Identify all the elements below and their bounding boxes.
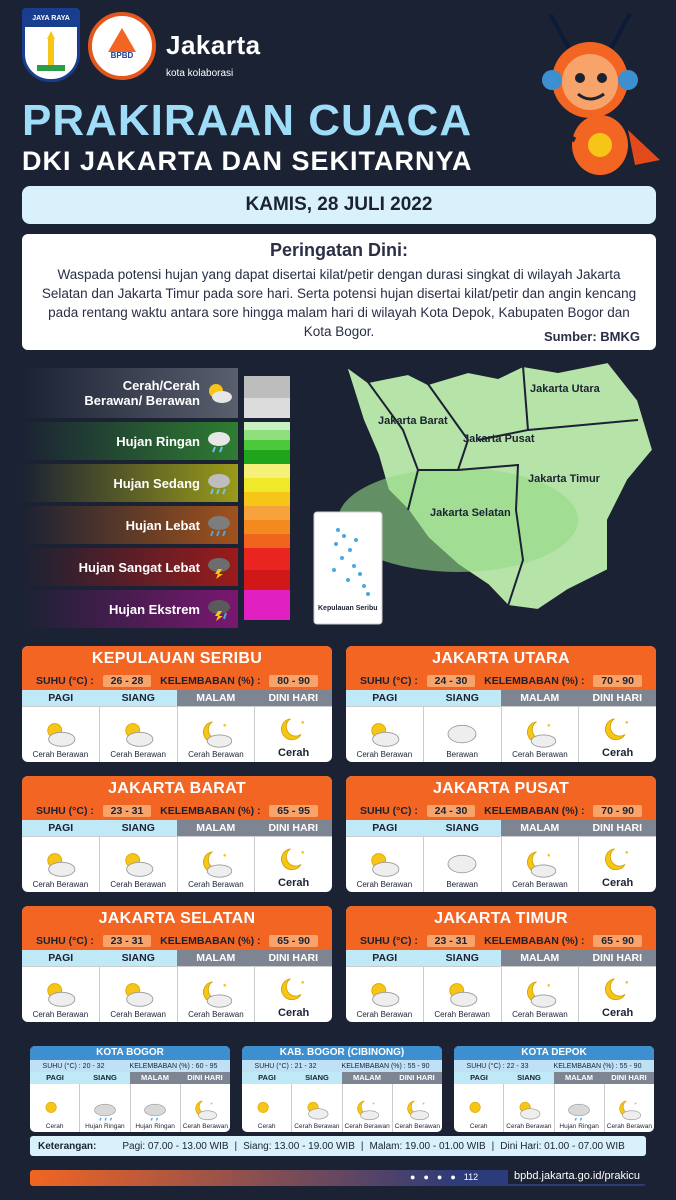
forecast-cell-siang <box>424 967 502 1022</box>
forecast-cells <box>22 706 332 762</box>
sun-cloud-icon <box>42 980 78 1008</box>
tab-malam: MALAM <box>177 950 255 966</box>
forecast-cell-pagi <box>22 707 100 762</box>
condition-label: Cerah <box>602 747 634 759</box>
condition-label: Hujan Ringan <box>85 1123 125 1130</box>
warning-title: Peringatan Dini: <box>269 240 408 260</box>
jaya-raya-logo-text: JAYA RAYA <box>25 11 77 27</box>
forecast-cells <box>346 966 656 1022</box>
telegram-icon[interactable]: ● <box>450 1172 456 1182</box>
scale-swatch <box>244 506 290 520</box>
sun-cloud-icon <box>366 720 402 748</box>
tab-malam: MALAM <box>501 820 579 836</box>
forecast-cells <box>22 966 332 1022</box>
moon-cloud-icon <box>198 850 234 878</box>
scale-swatch <box>244 430 290 440</box>
kelembaban-value: 65 - 95 <box>269 805 318 817</box>
suhu-label: SUHU (°C) : <box>36 935 94 947</box>
forecast-cell-pagi <box>454 1084 504 1132</box>
scale-swatch <box>244 570 290 590</box>
legend-item <box>22 422 238 460</box>
card-title: KOTA BOGOR <box>30 1046 230 1060</box>
bpbd-logo <box>88 12 156 80</box>
condition-label: Hujan Ringan <box>559 1123 599 1130</box>
tab-malam: MALAM <box>501 950 579 966</box>
condition-label: Cerah Berawan <box>512 880 568 889</box>
forecast-cell-siang <box>100 837 178 892</box>
forecast-cell-pagi <box>346 707 424 762</box>
forecast-cell-malam <box>502 967 580 1022</box>
map-label-utara: Jakarta Utara <box>530 383 600 395</box>
tab-pagi: PAGI <box>346 950 424 966</box>
moon-icon <box>600 977 636 1005</box>
forecast-cells <box>22 836 332 892</box>
forecast-cells <box>346 706 656 762</box>
moon-cloud-icon <box>198 720 234 748</box>
tab-dini: DINI HARI <box>255 950 333 966</box>
condition-label: Cerah <box>278 1007 310 1019</box>
suhu-label: SUHU (°C) : <box>360 805 418 817</box>
forecast-cell-siang <box>424 837 502 892</box>
condition-label: Cerah Berawan <box>188 750 244 759</box>
social-icons <box>410 1172 478 1182</box>
forecast-cells <box>30 1084 230 1132</box>
card-title: JAKARTA PUSAT <box>346 776 656 802</box>
tab-pagi: PAGI <box>346 820 424 836</box>
sun-cloud-icon <box>120 850 156 878</box>
jaya-raya-logo <box>22 8 80 82</box>
tab-siang: SIANG <box>504 1072 554 1084</box>
tab-dini: DINI HARI <box>604 1072 654 1084</box>
moon-cloud-icon <box>522 720 558 748</box>
suhu-label: SUHU (°C) : <box>254 1062 293 1070</box>
forecast-cell-siang <box>292 1084 342 1132</box>
kelembaban-value: 60 - 95 <box>195 1062 218 1070</box>
tab-siang: SIANG <box>100 950 178 966</box>
condition-label: Cerah Berawan <box>110 880 166 889</box>
moon-cloud-icon <box>354 1099 380 1121</box>
forecast-cell-dini <box>393 1084 442 1132</box>
kelembaban-label: KELEMBABAN (%) : <box>160 935 261 947</box>
condition-label: Berawan <box>446 750 478 759</box>
condition-label: Cerah Berawan <box>356 1010 413 1019</box>
map-label-pusat: Jakarta Pusat <box>463 433 535 445</box>
suhu-label: SUHU (°C) : <box>36 805 94 817</box>
forecast-cells <box>346 836 656 892</box>
suhu-label: SUHU (°C) : <box>360 675 418 687</box>
forecast-cell-dini <box>255 967 332 1022</box>
forecast-cell-dini <box>255 707 332 762</box>
sun-cloud-icon <box>366 980 402 1008</box>
forecast-card <box>22 906 332 1022</box>
legend-item <box>22 548 238 586</box>
forecast-cells <box>454 1084 654 1132</box>
tab-siang: SIANG <box>100 690 178 706</box>
tab-siang: SIANG <box>424 690 502 706</box>
footer-url[interactable]: bpbd.jakarta.go.id/prakicu <box>508 1168 646 1184</box>
forecast-cell-malam <box>502 707 580 762</box>
bpbd-triangle-icon <box>108 28 136 52</box>
condition-label: Cerah Berawan <box>512 1010 568 1019</box>
sun-cloud-icon <box>444 980 480 1008</box>
sun-icon <box>254 1099 280 1121</box>
tab-malam: MALAM <box>177 820 255 836</box>
time-pagi: Pagi: 07.00 - 13.00 WIB <box>122 1140 229 1152</box>
monas-icon <box>25 29 77 79</box>
scale-swatch <box>244 376 290 398</box>
time-siang: Siang: 13.00 - 19.00 WIB <box>243 1140 355 1152</box>
condition-label: Cerah Berawan <box>394 1123 440 1130</box>
scale-swatch <box>244 464 290 478</box>
tab-pagi: PAGI <box>454 1072 504 1084</box>
warning-text: Waspada potensi hujan yang dapat disertai kilat/petir dengan durasi singkat di wilayah Jakarta Selatan dan Jakarta Timur pada sore hari. Serta potensi hujan disertai kilat/petir dan angin kencang pada rentang waktu antara sore hingga malam hari di wilayah Kota Depok, Kabupaten Bogor dan Kota Bogor. <box>41 267 637 339</box>
condition-label: Cerah Berawan <box>294 1123 340 1130</box>
period-tabs <box>22 690 332 706</box>
map-label-timur: Jakarta Timur <box>528 473 600 485</box>
suhu-value: 21 - 32 <box>294 1062 317 1070</box>
forecast-cell-pagi <box>346 837 424 892</box>
suhu-value: 24 - 30 <box>427 805 476 817</box>
condition-label: Cerah Berawan <box>32 880 89 889</box>
sun-cloud-icon <box>304 1099 330 1121</box>
forecast-cell-dini <box>579 967 656 1022</box>
tab-malam: MALAM <box>130 1072 180 1084</box>
forecast-cell-pagi <box>22 967 100 1022</box>
forecast-cell-malam <box>343 1084 393 1132</box>
card-title: JAKARTA SELATAN <box>22 906 332 932</box>
condition-label: Cerah Berawan <box>188 1010 244 1019</box>
forecast-cell-siang <box>80 1084 130 1132</box>
time-malam: Malam: 19.00 - 01.00 WIB <box>369 1140 486 1152</box>
period-tabs <box>346 820 656 836</box>
sun-cloud-icon <box>120 980 156 1008</box>
legend-item <box>22 590 238 628</box>
forecast-cell-malam <box>178 837 256 892</box>
legend-item <box>22 506 238 544</box>
forecast-cell-siang <box>100 967 178 1022</box>
forecast-card <box>346 906 656 1022</box>
moon-cloud-icon <box>198 980 234 1008</box>
map-label-seribu: Kepulauan Seribu <box>318 605 378 612</box>
tab-siang: SIANG <box>424 820 502 836</box>
condition-label: Cerah <box>278 877 310 889</box>
card-meta <box>22 802 332 820</box>
suhu-value: 23 - 31 <box>103 805 152 817</box>
kelembaban-label: KELEMBABAN (%) : <box>484 675 585 687</box>
forecast-cell-pagi <box>346 967 424 1022</box>
kelembaban-value: 70 - 90 <box>593 805 642 817</box>
facebook-icon[interactable]: ● <box>410 1172 416 1182</box>
hotline-112: 112 <box>463 1172 479 1182</box>
forecast-card <box>22 776 332 892</box>
moon-icon <box>276 847 312 875</box>
legend-label: Hujan Ringan <box>116 433 200 449</box>
moon-icon <box>600 847 636 875</box>
tab-pagi: PAGI <box>22 950 100 966</box>
heavy-rain-icon <box>206 513 232 537</box>
card-meta <box>346 672 656 690</box>
time-legend: Keterangan: Pagi: 07.00 - 13.00 WIB | Siang: 13.00 - 19.00 WIB | Malam: 19.00 - 01.00 WIB | Dini Hari: 01.00 - 07.00 WIB <box>30 1136 646 1156</box>
tab-pagi: PAGI <box>346 690 424 706</box>
forecast-cell-malam <box>131 1084 181 1132</box>
tab-siang: SIANG <box>100 820 178 836</box>
forecast-cell-pagi <box>22 837 100 892</box>
tab-dini: DINI HARI <box>255 820 333 836</box>
tab-malam: MALAM <box>177 690 255 706</box>
jakarta-map <box>308 360 658 630</box>
jakarta-brand-sub: kota kolaborasi <box>166 68 234 79</box>
jakarta-brand: Jakarta <box>166 30 261 60</box>
period-tabs <box>346 690 656 706</box>
card-meta <box>346 932 656 950</box>
condition-label: Cerah Berawan <box>606 1123 652 1130</box>
small-forecast-card <box>30 1046 230 1132</box>
light-rain-icon <box>206 429 232 453</box>
period-tabs <box>346 950 656 966</box>
kelembaban-label: KELEMBABAN (%) : <box>160 805 261 817</box>
sun-cloud-icon <box>366 850 402 878</box>
tab-siang: SIANG <box>424 950 502 966</box>
legend-item <box>22 368 238 418</box>
forecast-cell-siang <box>424 707 502 762</box>
map-label-selatan: Jakarta Selatan <box>430 507 511 519</box>
time-dini: Dini Hari: 01.00 - 07.00 WIB <box>500 1140 625 1152</box>
card-meta <box>22 932 332 950</box>
scale-swatch <box>244 492 290 506</box>
moon-cloud-icon <box>404 1099 430 1121</box>
tab-malam: MALAM <box>554 1072 604 1084</box>
condition-label: Hujan Ringan <box>135 1123 175 1130</box>
tab-siang: SIANG <box>292 1072 342 1084</box>
period-tabs <box>454 1072 654 1084</box>
suhu-value: 20 - 32 <box>82 1062 105 1070</box>
scale-swatch <box>244 450 290 464</box>
extreme-rain-icon <box>206 597 232 621</box>
card-title: KAB. BOGOR (CIBINONG) <box>242 1046 442 1060</box>
period-tabs <box>242 1072 442 1084</box>
forecast-cell-malam <box>178 707 256 762</box>
tab-pagi: PAGI <box>22 690 100 706</box>
scale-swatch <box>244 398 290 418</box>
thunderstorm-icon <box>206 555 232 579</box>
card-meta <box>242 1060 442 1072</box>
small-forecast-card <box>242 1046 442 1132</box>
sun-cloud-icon <box>206 381 232 405</box>
scale-swatch <box>244 520 290 534</box>
suhu-label: SUHU (°C) : <box>36 675 94 687</box>
sun-icon <box>466 1099 492 1121</box>
kelembaban-value: 55 - 90 <box>407 1062 430 1070</box>
kelembaban-value: 80 - 90 <box>269 675 318 687</box>
suhu-label: SUHU (°C) : <box>360 935 418 947</box>
moon-cloud-icon <box>616 1099 642 1121</box>
tab-siang: SIANG <box>80 1072 130 1084</box>
card-meta <box>346 802 656 820</box>
sun-cloud-icon <box>42 720 78 748</box>
moon-cloud-icon <box>192 1099 218 1121</box>
footer-bar <box>30 1170 646 1186</box>
condition-label: Cerah <box>278 747 310 759</box>
condition-label: Cerah Berawan <box>110 750 166 759</box>
instagram-icon[interactable]: ● <box>436 1172 443 1182</box>
tab-dini: DINI HARI <box>579 820 657 836</box>
condition-label: Cerah Berawan <box>110 1010 166 1019</box>
tab-dini: DINI HARI <box>180 1072 230 1084</box>
forecast-card <box>22 646 332 762</box>
card-meta <box>454 1060 654 1072</box>
cloud-icon <box>444 720 480 748</box>
forecast-card <box>346 646 656 762</box>
kelembaban-label: KELEMBABAN (%) : <box>129 1062 194 1070</box>
tab-dini: DINI HARI <box>392 1072 442 1084</box>
tab-pagi: PAGI <box>30 1072 80 1084</box>
forecast-cell-pagi <box>242 1084 292 1132</box>
kelembaban-label: KELEMBABAN (%) : <box>484 805 585 817</box>
legend-label: Hujan Ekstrem <box>108 601 200 617</box>
page-title: PRAKIRAAN CUACA <box>22 96 473 145</box>
condition-label: Cerah <box>469 1123 488 1130</box>
forecast-cells <box>242 1084 442 1132</box>
scale-swatch <box>244 534 290 548</box>
tab-dini: DINI HARI <box>579 950 657 966</box>
forecast-cell-malam <box>555 1084 605 1132</box>
legend-label: Hujan Sangat Lebat <box>78 559 200 575</box>
mascot-ant-icon <box>520 10 670 190</box>
page-subtitle: DKI JAKARTA DAN SEKITARNYA <box>22 146 473 176</box>
moon-cloud-icon <box>522 980 558 1008</box>
condition-label: Cerah Berawan <box>434 1010 490 1019</box>
bpbd-logo-text: BPBD <box>110 51 134 60</box>
time-legend-label: Keterangan: <box>38 1140 97 1152</box>
forecast-cell-dini <box>579 707 656 762</box>
moderate-rain-icon <box>206 471 232 495</box>
forecast-cell-siang <box>504 1084 554 1132</box>
suhu-label: SUHU (°C) : <box>466 1062 505 1070</box>
scale-swatch <box>244 440 290 450</box>
kelembaban-value: 65 - 90 <box>593 935 642 947</box>
condition-label: Berawan <box>446 880 478 889</box>
suhu-value: 26 - 28 <box>103 675 152 687</box>
condition-label: Cerah <box>45 1123 64 1130</box>
forecast-cell-dini <box>255 837 332 892</box>
condition-label: Cerah Berawan <box>32 750 89 759</box>
forecast-cell-malam <box>502 837 580 892</box>
tab-malam: MALAM <box>342 1072 392 1084</box>
card-meta <box>30 1060 230 1072</box>
twitter-icon[interactable]: ● <box>423 1172 429 1182</box>
scale-swatch <box>244 548 290 570</box>
forecast-cell-dini <box>181 1084 230 1132</box>
forecast-cell-siang <box>100 707 178 762</box>
forecast-cell-dini <box>579 837 656 892</box>
period-tabs <box>22 950 332 966</box>
moon-icon <box>276 717 312 745</box>
scale-swatch <box>244 478 290 492</box>
condition-label: Cerah Berawan <box>506 1123 552 1130</box>
forecast-cell-malam <box>178 967 256 1022</box>
card-title: KOTA DEPOK <box>454 1046 654 1060</box>
legend-label: Hujan Sedang <box>113 475 200 491</box>
suhu-value: 24 - 30 <box>427 675 476 687</box>
sun-icon <box>42 1099 68 1121</box>
rain-legend <box>22 368 290 622</box>
condition-label: Cerah Berawan <box>356 880 413 889</box>
small-forecast-card <box>454 1046 654 1132</box>
forecast-cell-dini <box>605 1084 654 1132</box>
kelembaban-label: KELEMBABAN (%) : <box>553 1062 618 1070</box>
early-warning-box <box>22 234 656 350</box>
kelembaban-label: KELEMBABAN (%) : <box>484 935 585 947</box>
tab-pagi: PAGI <box>22 820 100 836</box>
forecast-card <box>346 776 656 892</box>
kelembaban-value: 55 - 90 <box>619 1062 642 1070</box>
moon-icon <box>600 717 636 745</box>
tab-malam: MALAM <box>501 690 579 706</box>
suhu-value: 23 - 31 <box>103 935 152 947</box>
light-rain-icon <box>142 1099 168 1121</box>
card-title: JAKARTA TIMUR <box>346 906 656 932</box>
light-rain-icon <box>566 1099 592 1121</box>
condition-label: Cerah <box>602 877 634 889</box>
tab-dini: DINI HARI <box>579 690 657 706</box>
tab-dini: DINI HARI <box>255 690 333 706</box>
sun-cloud-icon <box>120 720 156 748</box>
card-meta <box>22 672 332 690</box>
tab-pagi: PAGI <box>242 1072 292 1084</box>
condition-label: Cerah Berawan <box>182 1123 228 1130</box>
legend-label: Hujan Lebat <box>125 517 200 533</box>
condition-label: Cerah Berawan <box>32 1010 89 1019</box>
legend-item <box>22 464 238 502</box>
scale-swatch <box>244 422 290 430</box>
cloud-icon <box>444 850 480 878</box>
condition-label: Cerah Berawan <box>344 1123 390 1130</box>
suhu-value: 22 - 33 <box>506 1062 529 1070</box>
condition-label: Cerah Berawan <box>512 750 568 759</box>
map-label-barat: Jakarta Barat <box>378 415 448 427</box>
moon-icon <box>276 977 312 1005</box>
legend-label: Cerah/Cerah Berawan/ Berawan <box>84 378 200 408</box>
card-title: JAKARTA BARAT <box>22 776 332 802</box>
forecast-cell-pagi <box>30 1084 80 1132</box>
moon-cloud-icon <box>522 850 558 878</box>
kelembaban-value: 70 - 90 <box>593 675 642 687</box>
warning-source: Sumber: BMKG <box>543 329 640 344</box>
card-title: JAKARTA UTARA <box>346 646 656 672</box>
light-rain-icon <box>92 1099 118 1121</box>
scale-swatch <box>244 590 290 620</box>
sun-cloud-icon <box>516 1099 542 1121</box>
period-tabs <box>22 820 332 836</box>
condition-label: Cerah Berawan <box>188 880 244 889</box>
condition-label: Cerah <box>602 1007 634 1019</box>
kelembaban-label: KELEMBABAN (%) : <box>160 675 261 687</box>
suhu-value: 23 - 31 <box>427 935 476 947</box>
condition-label: Cerah <box>257 1123 276 1130</box>
kelembaban-label: KELEMBABAN (%) : <box>341 1062 406 1070</box>
condition-label: Cerah Berawan <box>356 750 413 759</box>
kelembaban-value: 65 - 90 <box>269 935 318 947</box>
period-tabs <box>30 1072 230 1084</box>
suhu-label: SUHU (°C) : <box>42 1062 81 1070</box>
sun-cloud-icon <box>42 850 78 878</box>
date-banner: KAMIS, 28 JULI 2022 <box>22 186 656 224</box>
card-title: KEPULAUAN SERIBU <box>22 646 332 672</box>
